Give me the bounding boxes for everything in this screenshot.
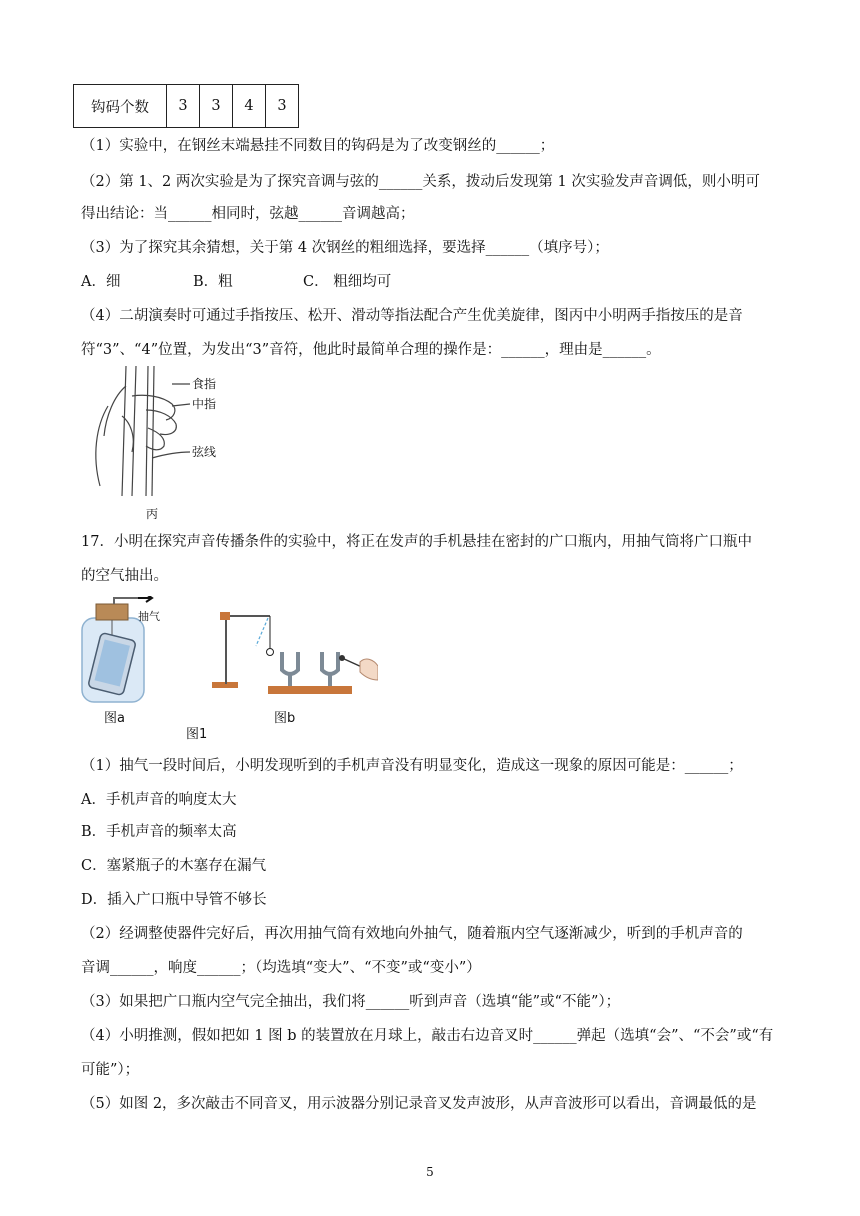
- index-finger-label: 食指: [192, 377, 217, 391]
- q17-option-a: A．手机声音的响度太大: [81, 792, 237, 808]
- q17-part4-line1: （4）小明推测，假如把如 1 图 b 的装置放在月球上，敲击右边音叉时______弹起（选填“会”、“不会”或“有: [81, 1028, 774, 1044]
- fig-a-label: 图a: [104, 711, 125, 726]
- erhu-hand-figure: [86, 366, 256, 522]
- pipe: [114, 598, 138, 604]
- q16-option-c: C． 粗细均可: [303, 274, 392, 290]
- string-label: 弦线: [192, 445, 217, 459]
- tuning-fork-right: [322, 652, 338, 674]
- table-cell: 3: [266, 85, 299, 128]
- q17-part4-line2: 可能”）；: [81, 1062, 140, 1078]
- table-cell: 4: [233, 85, 266, 128]
- q16-part2-line1: （2）第 1、2 两次实验是为了探究音调与弦的______关系，拨动后发现第 1 次实验发声音调低，则小明可: [81, 174, 760, 190]
- q17-option-d: D．插入广口瓶中导管不够长: [81, 892, 267, 908]
- hand: [360, 659, 378, 680]
- fig-b-label: 图b: [274, 711, 296, 726]
- q16-part3: （3）为了探究其余猜想，关于第 4 次钢丝的粗细选择，要选择______（填序号）；: [81, 240, 609, 256]
- table-cell: 3: [167, 85, 200, 128]
- q17-part1: （1）抽气一段时间后，小明发现听到的手机声音没有明显变化，造成这一现象的原因可能是：______；: [81, 758, 743, 774]
- q16-part4-line2: 符“3”、“4”位置，为发出“3”音符，他此时最简单合理的操作是：______，理由是______。: [81, 342, 661, 358]
- q16-options: [81, 272, 391, 292]
- figure-caption-bing: 丙: [146, 507, 159, 521]
- q17-part3: （3）如果把广口瓶内空气完全抽出，我们将______听到声音（选填“能”或“不能”）；: [81, 994, 621, 1010]
- pump-label: 抽气: [138, 610, 160, 623]
- q17-stem-line1: 17．小明在探究声音传播条件的实验中，将正在发声的手机悬挂在密封的广口瓶内，用抽气筒将广口瓶中: [81, 534, 752, 550]
- hook-count-table: [73, 84, 299, 128]
- figure-1: [78, 596, 378, 744]
- table-cell: 3: [200, 85, 233, 128]
- q17-part5: （5）如图 2，多次敲击不同音叉，用示波器分别记录音叉发声波形，从声音波形可以看出，音调最低的是: [81, 1096, 757, 1112]
- middle-finger-label: 中指: [192, 397, 217, 411]
- table-header-cell: 钩码个数: [74, 85, 167, 128]
- erhu-hand-illustration: [86, 366, 256, 522]
- q17-option-c: C．塞紧瓶子的木塞存在漏气: [81, 858, 267, 874]
- stand-clamp: [220, 612, 230, 620]
- q16-part1: （1）实验中，在钢丝末端悬挂不同数目的钩码是为了改变钢丝的______；: [81, 138, 555, 154]
- table-row: [74, 85, 299, 128]
- fork-base-left: [268, 686, 312, 694]
- q17-part2-line1: （2）经调整使器件完好后，再次用抽气筒有效地向外抽气，随着瓶内空气逐渐减少，听到的手机声音的: [81, 926, 743, 942]
- tuning-fork-left: [282, 652, 298, 674]
- bell-jar-tuning-fork-illustration: [78, 596, 378, 744]
- q17-stem-line2: 的空气抽出。: [81, 568, 168, 584]
- q16-part4-line1: （4）二胡演奏时可通过手指按压、松开、滑动等指法配合产生优美旋律，图丙中小明两手指按压的是音: [81, 308, 743, 324]
- q16-option-b: B．粗: [193, 274, 233, 290]
- page-number: 5: [426, 1165, 434, 1179]
- cork: [96, 604, 128, 620]
- fig-1-label: 图1: [186, 727, 208, 742]
- q16-option-a: A．细: [81, 274, 121, 290]
- mallet-head: [339, 655, 345, 661]
- pith-ball: [267, 649, 274, 656]
- fork-base-right: [308, 686, 352, 694]
- q17-option-b: B．手机声音的频率太高: [81, 824, 237, 840]
- q17-part2-line2: 音调______，响度______；（均选填“变大”、“不变”或“变小”）: [81, 960, 481, 976]
- q16-part2-line2: 得出结论：当______相同时，弦越______音调越高；: [81, 206, 415, 222]
- arrow-right-icon: [138, 596, 152, 602]
- ball-swing-path: [256, 618, 268, 646]
